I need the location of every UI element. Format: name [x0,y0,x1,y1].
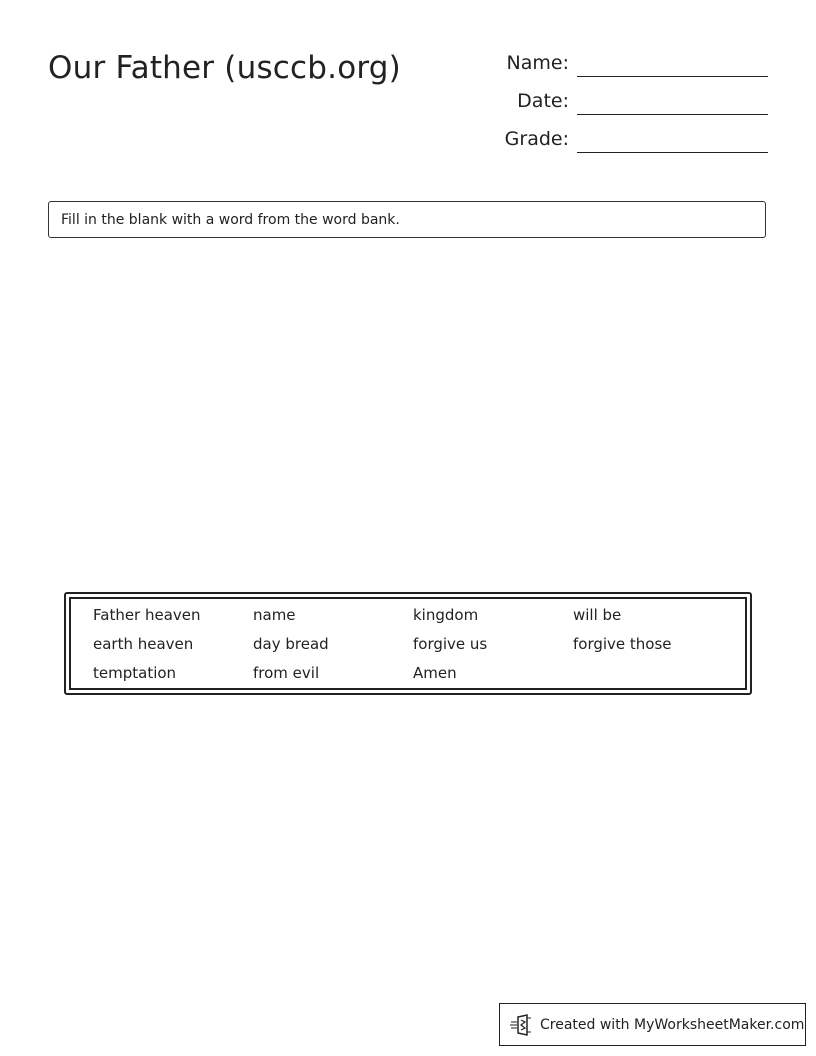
worksheet-maker-logo-icon [510,1014,532,1036]
grade-line[interactable] [577,152,768,153]
date-label: Date: [517,90,569,112]
footer-credit[interactable] [499,1003,806,1046]
footer-text: Created with MyWorksheetMaker.com [540,1016,805,1033]
word-bank-word: name [253,606,296,624]
word-bank-word: from evil [253,664,320,682]
word-bank-word: forgive those [573,635,672,653]
word-bank-word: temptation [93,664,177,682]
instructions-text: Fill in the blank with a word from the word bank. [61,212,400,228]
word-bank-word: earth heaven [93,635,194,653]
word-bank-word: will be [573,606,622,624]
name-line[interactable] [577,76,768,77]
word-bank [64,592,752,695]
grade-label: Grade: [504,128,569,150]
page-title: Our Father (usccb.org) [48,50,401,86]
name-label: Name: [506,52,569,74]
word-bank-word: kingdom [413,606,479,624]
word-bank-word: forgive us [413,635,488,653]
word-bank-word: Father heaven [93,606,201,624]
word-bank-word: Amen [413,664,457,682]
instructions-box [48,201,766,238]
word-bank-word: day bread [253,635,329,653]
date-line[interactable] [577,114,768,115]
